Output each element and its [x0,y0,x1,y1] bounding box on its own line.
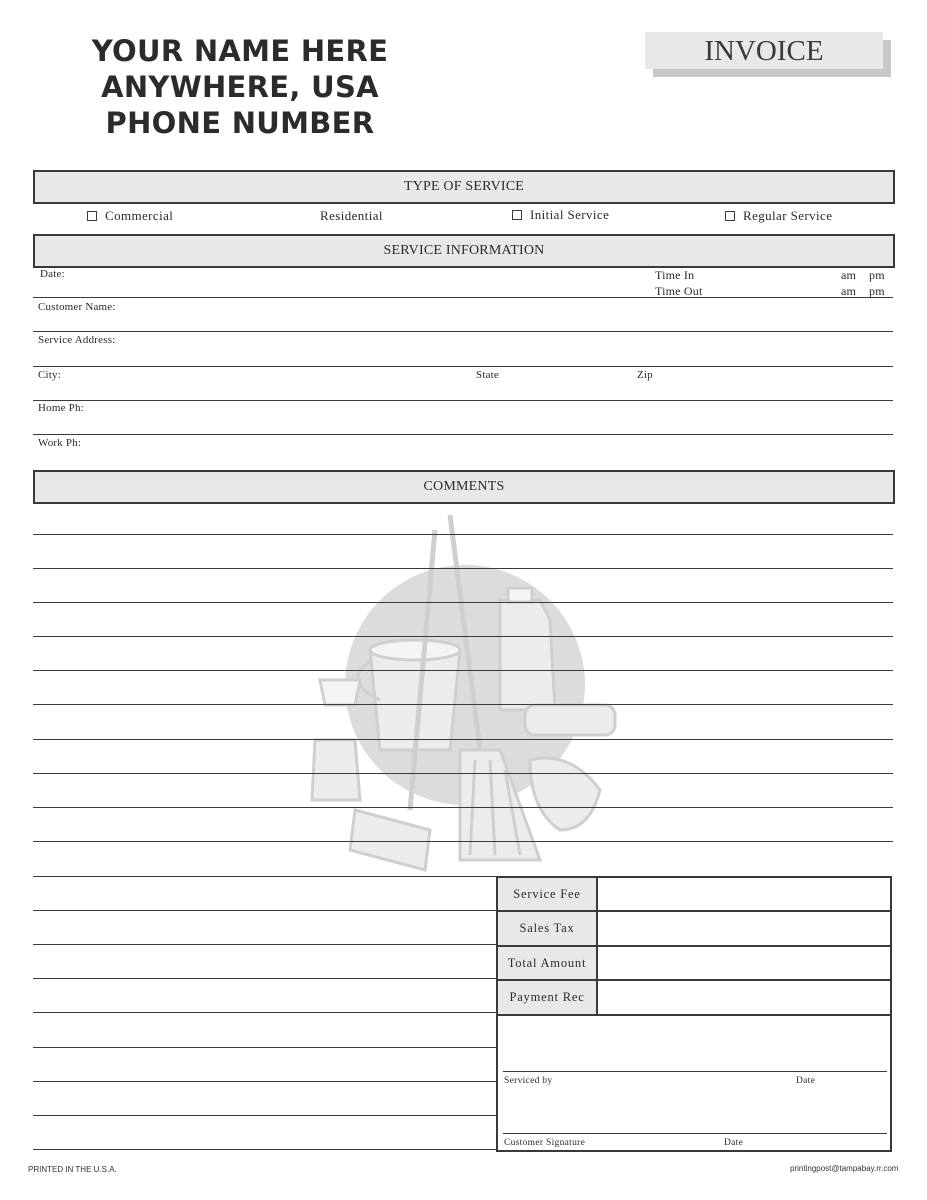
totals-box [496,876,892,1152]
comments-heading: COMMENTS [33,470,895,504]
initial-service-checkbox[interactable] [512,210,522,220]
customer-name-line[interactable] [33,331,893,332]
time-in-am: am [841,268,857,282]
comment-line[interactable] [33,807,893,808]
option-residential[interactable] [320,208,383,224]
regular-service-label: Regular Service [743,208,833,223]
initial-service-label: Initial Service [530,207,610,222]
comment-line[interactable] [33,944,496,945]
date-label: Date: [40,268,65,280]
work-phone-label: Work Ph: [38,437,82,449]
comment-line[interactable] [33,739,893,740]
state-label: State [476,369,499,381]
comment-line[interactable] [33,602,893,603]
time-out-pm: pm [869,284,885,298]
option-regular-service[interactable] [725,208,832,224]
option-initial-service[interactable] [512,207,609,223]
option-commercial[interactable] [87,208,173,224]
customer-signature-label: Customer Signature [504,1138,586,1148]
serviced-by-line[interactable] [503,1071,887,1072]
sales-tax-label: Sales Tax [498,912,598,945]
residential-label: Residential [320,208,383,223]
comment-line[interactable] [33,670,893,671]
comment-line[interactable] [33,910,496,911]
regular-service-checkbox[interactable] [725,211,735,221]
comment-line[interactable] [33,1149,496,1150]
home-phone-label: Home Ph: [38,402,84,414]
cleaning-supplies-watermark-icon [300,510,630,880]
comment-line[interactable] [33,1012,496,1013]
time-in-pm: pm [869,268,885,282]
comment-line[interactable] [33,876,496,877]
customer-signature-line[interactable] [503,1133,887,1134]
zip-label: Zip [637,369,653,381]
printed-in-usa: PRINTED IN THE U.S.A. [28,1165,117,1174]
home-phone-line[interactable] [33,434,893,435]
printer-email: printingpost@tampabay.rr.com [790,1164,899,1173]
payment-rec-label: Payment Rec [498,981,598,1014]
business-phone: PHONE NUMBER [105,106,375,140]
city-label: City: [38,369,62,381]
invoice-title: INVOICE [645,32,883,69]
service-fee-label: Service Fee [498,878,598,910]
comment-line[interactable] [33,636,893,637]
commercial-checkbox[interactable] [87,211,97,221]
customer-name-label: Customer Name: [38,301,116,313]
payment-rec-row[interactable] [498,981,890,1016]
commercial-label: Commercial [105,208,174,223]
serviced-by-label: Serviced by [504,1076,553,1086]
comment-line[interactable] [33,841,893,842]
sales-tax-row[interactable] [498,912,890,947]
comment-line[interactable] [33,773,893,774]
time-in-label: Time In [655,268,695,282]
type-of-service-heading: TYPE OF SERVICE [33,170,895,204]
comment-line[interactable] [33,568,893,569]
date-line[interactable] [33,297,893,298]
serviced-date-label: Date [796,1076,816,1086]
signature-date-label: Date [724,1138,744,1148]
service-information-heading: SERVICE INFORMATION [33,234,895,268]
time-out-label: Time Out [655,284,703,298]
service-address-label: Service Address: [38,334,116,346]
business-name: YOUR NAME HERE [91,34,389,68]
city-line[interactable] [33,400,893,401]
total-amount-label: Total Amount [498,947,598,979]
business-address: ANYWHERE, USA [101,70,379,104]
total-amount-row[interactable] [498,947,890,981]
comment-line[interactable] [33,704,893,705]
service-fee-row[interactable] [498,878,890,912]
comment-line[interactable] [33,1081,496,1082]
comment-line[interactable] [33,1047,496,1048]
time-out-am: am [841,284,857,298]
service-address-line[interactable] [33,366,893,367]
comment-line[interactable] [33,534,893,535]
comment-line[interactable] [33,1115,496,1116]
comment-line[interactable] [33,978,496,979]
